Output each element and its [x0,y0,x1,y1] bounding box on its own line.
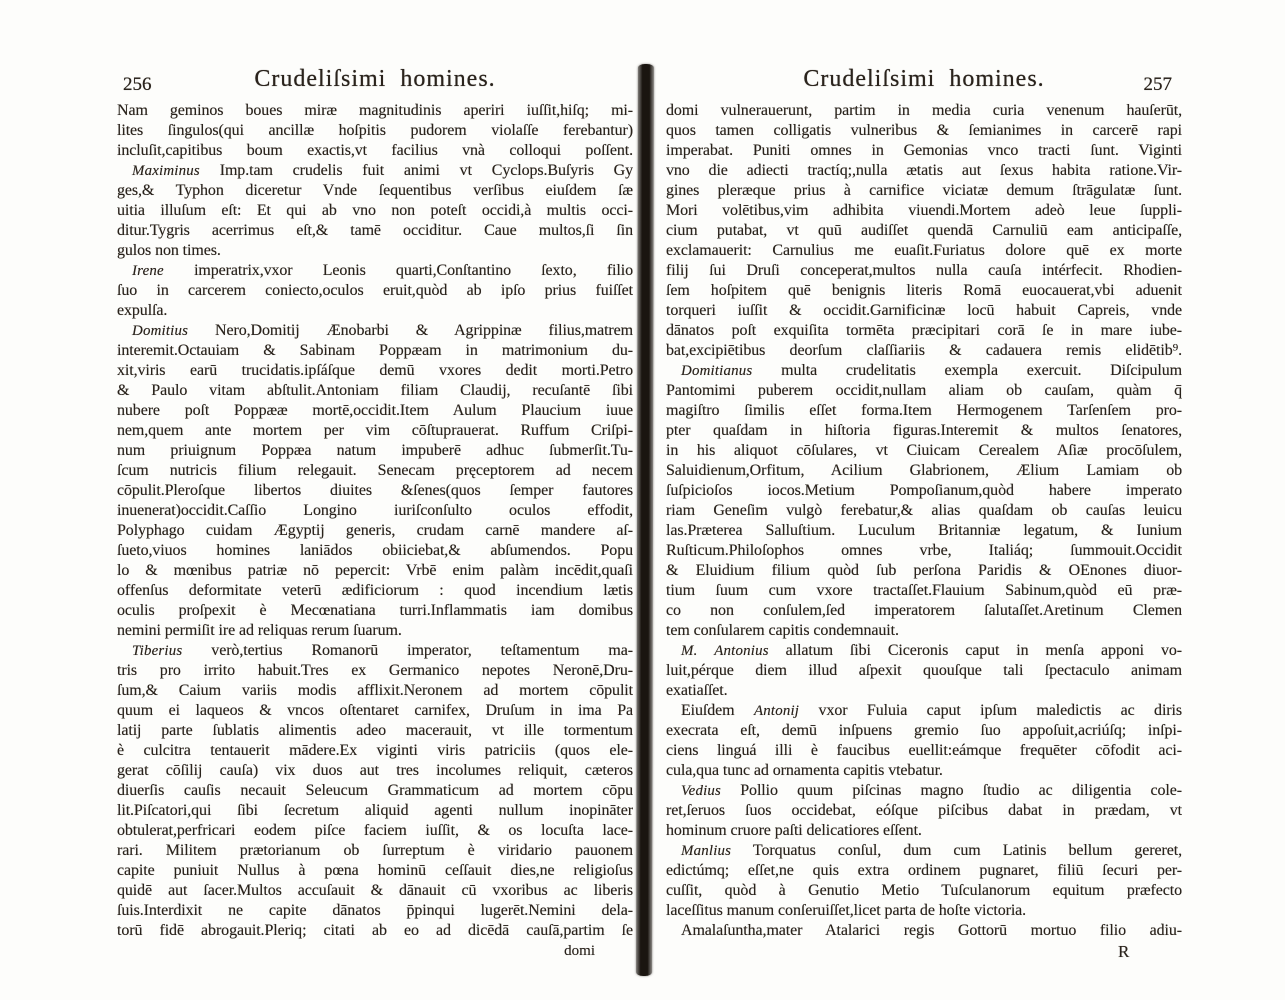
line-text: in his aliquot cōſulares, vt Ciuicam Cerealem Aſiæ procōſulem, [666,442,1182,459]
left-page-header-row [117,66,633,100]
text-line [117,541,633,561]
right-text-column [666,101,1182,941]
paragraph-lead-italic: Manlius [681,843,732,859]
text-line [666,621,1182,641]
text-line [666,681,1182,701]
line-text: quidē aut ſacer.Multos accuſauit & dānauit cū vxoribus ac liberis [117,882,633,899]
line-text: vno die adiecti tractíq;,nulla ætatis aut ſexus habita ratione.Vir- [666,162,1182,179]
text-line [666,141,1182,161]
line-text: tium ſuum cum vxore tractaſſet.Flauium Sabinum,quòd eū præ- [666,582,1182,599]
paragraph-lead-italic: Antonij [753,703,800,719]
line-text: num priuignum Poppæa natum impuberē adhuc ſubmerſit.Tu- [117,442,633,459]
text-line [666,761,1182,781]
line-text: ſuis.Interdixit ne capite dānatos p̄pinqui lugerēt.Nemini dela- [117,902,633,919]
line-text: imperatrix,vxor Leonis quarti,Conſtantino ſexto, filio [163,262,633,279]
text-line [117,601,633,621]
text-line [666,661,1182,681]
text-line [117,721,633,741]
text-line [117,841,633,861]
line-text: tris pro irrito habuit.Tres ex Germanico nepotes Neronē,Dru- [117,662,633,679]
text-line [117,201,633,221]
text-line [666,201,1182,221]
line-text: magiſtro ſimilis eſſet forma.Item Hermogenem Tarſenſem pro- [666,402,1182,419]
line-text: Imp.tam crudelis fuit animi vt Cyclops.Buſyris Gy [199,162,633,179]
text-line [666,581,1182,601]
text-line [666,381,1182,401]
line-text: Ruſticum.Philoſophos omnes vrbe, Italiáq; ſummouit.Occidit [666,542,1182,559]
line-text: expulſa. [117,302,168,319]
text-line [117,561,633,581]
line-text: & Eluidium filium quòd ſub perſona Paridis & OEnones diuor- [666,562,1182,579]
text-line [117,321,633,341]
text-line [666,501,1182,521]
line-text: lites ſingulos(qui ancillæ hoſpitis pudorem violaſſe ferebantur) [117,122,633,139]
text-line [117,801,633,821]
line-text: bat,excipiētibus deorſum claſſiariis & cadauera remis elidētib⁹. [666,342,1182,359]
text-line [117,921,633,941]
line-text: ſem hoſpitem quē benignis literis Romā euocauerat,vbi aduenit [666,282,1182,299]
line-text: Pollio quum piſcinas magno ſtudio ac diligentia cole- [721,782,1182,799]
text-line [666,221,1182,241]
paragraph-lead-italic: Domitius [132,323,189,339]
paragraph-lead-italic: Tiberius [132,643,183,659]
line-text: incluſit,capitibus boum exactis,vt facilius vnà colloqui poſſent. [117,142,633,159]
text-line [666,101,1182,121]
line-text: Polyphago cuidam Ægyptij generis, crudam carnē mandere aſ- [117,522,633,539]
text-line [117,381,633,401]
line-text: ſcum nutricis filium relegauit. Senecam pręceptorem ad necem [117,462,633,479]
text-line [117,101,633,121]
line-text: filij ſui Druſi conceperat,multos nulla cauſa intérfecit. Rhodien- [666,262,1182,279]
text-line [117,701,633,721]
text-line [117,741,633,761]
text-line [666,481,1182,501]
line-text: latij parte ſublatis alimentis adeo macerauit, vt ille tormentum [117,722,633,739]
line-text: nemini permiſit ire ad reliquas rerum ſuarum. [117,622,402,639]
line-text: cium putabat, vt quū audiſſet quendā Carnuliū eam anticipaſſe, [666,222,1182,239]
text-line [117,781,633,801]
line-text: uitia illuſum eſt: Et qui ab vno non poteſt occidi,à multis occi- [117,202,633,219]
line-text: edictúmq; eſſet,ne quis extra ordinem pugnaret, filiū ſecuri per- [666,862,1182,879]
text-line [117,301,633,321]
text-line [666,161,1182,181]
line-text: Mori volētibus,vim adhibita viuendi.Mortem adeò leue ſuppli- [666,202,1182,219]
line-text: Pantomimi puberem occidit,nullam aliam ob cauſam, quàm q̄ [666,382,1182,399]
signature-mark: R [1118,942,1130,961]
line-text: multa crudelitatis exempla exercuit. Diſcipulum [752,362,1182,379]
text-line [117,221,633,241]
line-text: dānatos poſt exquiſita tormēta præcipitari corā ſe in mare iube- [666,322,1182,339]
text-line [117,621,633,641]
text-line [117,241,633,261]
paragraph-lead-italic: Maximinus [132,163,200,179]
line-text: cuſſit, quòd à Genutio Metio Tuſculanorum equitum præfecto [666,882,1182,899]
text-line [666,181,1182,201]
text-line [117,761,633,781]
text-line [117,681,633,701]
text-line [117,461,633,481]
paragraph-lead-italic: Vedius [681,783,722,799]
line-text: quum ei laqueos & vncos oſtentaret carnifex, Druſum in ima Pa [117,702,633,719]
line-text: Saluidienum,Orfitum, Acilium Glabrionem, Ælium Lamiam ob [666,462,1182,479]
text-line [666,921,1182,941]
text-line [666,261,1182,281]
line-text: è culcitra tentauerit mādere.Ex viginti viris patriciis (quos ele- [117,742,633,759]
line-text: interemit.Octauiam & Sabinam Poppæam in matrimonium du- [117,342,633,359]
right-running-header: Crudeliſsimi homines. [803,66,1045,92]
text-line [117,861,633,881]
line-text: ret,ſeruos ſuos occidebat, eóſque piſcibus dabat in prædam, vt [666,802,1182,819]
text-line [666,541,1182,561]
line-text: offenſus deformitate veterū ædificiorum : quod incendium lætis [117,582,633,599]
text-line [666,461,1182,481]
text-line [666,321,1182,341]
catchword: domi [564,943,595,959]
line-text: Nam geminos boues miræ magnitudinis aperiri iuſſit,hiſq; mi- [117,102,633,119]
text-line [117,641,633,661]
line-text: laceſſitus manum conſeruiſſet,licet parta de hoſte victoria. [666,902,1027,919]
line-text: allatum ſibi Ciceronis caput in menſa apponi vo- [768,642,1182,659]
line-text: ſueto,viuos homines laniādos obiiciebat,& abſumendos. Popu [117,542,633,559]
text-line [666,781,1182,801]
line-text: quos tamen colligatis vulneribus & ſemianimes in carcerē rapi [666,122,1182,139]
line-text: verò,tertius Romanorū imperator, teſtamentum ma- [182,642,633,659]
text-line [666,281,1182,301]
text-line [117,401,633,421]
text-line [117,521,633,541]
line-text: torū fidē abrogauit.Pleriq; citati ab eo ad dicēdā cauſā,partim ſe [117,922,633,939]
text-line [666,801,1182,821]
line-text: gines pleræque prius à carnifice viciatæ demum ſtrāgulatæ ſunt. [666,182,1182,199]
text-line [666,641,1182,661]
line-text: obtulerat,perfricari eodem piſce faciem iuſſit, & os locuſta lace- [117,822,633,839]
line-text: lit.Piſcatori,qui ſibi ſecretum aliquid agenti nullum inopināter [117,802,633,819]
line-text: ges,& Typhon diceretur Vnde ſequentibus verſibus eiuſdem ſæ [117,182,633,199]
line-text: execrata eſt, demū inſpuens gremio ſuo appoſuit,acriúſq; inſpi- [666,722,1182,739]
line-text: Nero,Domitij Ænobarbi & Agrippinæ filius,matrem [188,322,633,339]
line-text: torqueri iuſſit & occidit.Garnificinæ locū habuit Capreis, vnde [666,302,1182,319]
line-text: capite puniuit Nullus à pœna hominū ceſſauit dies,ne religioſus [117,862,633,879]
line-text: lo & mœnibus patriæ nō pepercit: Vrbē enim palàm incēdit,quaſi [117,562,633,579]
text-line [666,901,1182,921]
text-line [666,821,1182,841]
line-text: diuerſis cauſis necauit Seleucum Grammaticum ad mortem cōpu [117,782,633,799]
text-line [666,741,1182,761]
right-page-header-row [666,66,1182,100]
line-text: exatiaſſet. [666,682,728,699]
line-text: co non conſulem,ſed imperatorem ſalutaſſet.Aretinum Clemen [666,602,1182,619]
left-page-number: 256 [123,74,152,95]
text-line [117,341,633,361]
line-text: gulos non times. [117,242,221,259]
text-line [666,561,1182,581]
text-line [666,841,1182,861]
text-line [117,901,633,921]
text-line [666,121,1182,141]
text-line [117,261,633,281]
line-text: xit,viris earū trucidatis.ipſáſque demū vxores dedit morti.Petro [117,362,633,379]
line-text: Torquatus conſul, dum cum Latinis bellum gereret, [731,842,1182,859]
line-text: luit,pérque diem illud aſpexit quouſque tali ſpectaculo animam [666,662,1182,679]
binding-gutter-shadow [636,64,654,976]
text-line [666,341,1182,361]
line-text: & Paulo vitam abſtulit.Antoniam filiam Claudij, recuſantē ſibi [117,382,633,399]
line-text: las.Præterea Salluſtium. Luculum Britanniæ legatum, & Iunium [666,522,1182,539]
text-line [117,121,633,141]
line-text: nem,quem ante mortem per vim cōſtuprauerat. Ruffum Criſpi- [117,422,633,439]
left-page [117,66,633,961]
line-text: cula,qua tunc ad ornamenta capitis vtebatur. [666,762,943,779]
paragraph-lead-italic: M. Antonius [681,643,769,659]
text-line [666,601,1182,621]
line-text: rari. Militem prætorianum ob ſurreptum è viridario pauonem [117,842,633,859]
line-text: domi vulnerauerunt, partim in media curia venenum hauſerūt, [666,102,1182,119]
text-line [666,441,1182,461]
text-line [666,241,1182,261]
text-line [666,721,1182,741]
text-line [666,301,1182,321]
text-line [666,881,1182,901]
text-line [117,581,633,601]
line-text: exclamauerit: Carnulius me euaſit.Furiatus dolore quē ex morte [666,242,1182,259]
line-text: riam Geneſim vulgò ferebatur,& alias quaſdam ob cauſas leuicu [666,502,1182,519]
text-line [117,441,633,461]
right-page-number: 257 [1143,74,1172,95]
line-text: tem conſularem capitis condemnauit. [666,622,899,639]
line-text: ſum,& Caium variis modis afflixit.Neronem ad mortem cōpulit [117,682,633,699]
left-running-header: Crudeliſsimi homines. [254,66,496,92]
text-line [117,361,633,381]
line-text: cōpulit.Pleroſque libertos diuites &ſenes(quos ſemper fautores [117,482,633,499]
text-line [117,181,633,201]
line-text: inuenerat)occidit.Caſſio Longino iuriſconſulto oculos effodit, [117,502,633,519]
line-text: imperabat. Puniti omnes in Gemonias vnco tracti ſunt. Viginti [666,142,1182,159]
text-line [666,401,1182,421]
line-text: oculis proſpexit è Mecœnatiana turri.Inflammatis iam domibus [117,602,633,619]
text-line [117,481,633,501]
text-line [666,861,1182,881]
line-text: nubere poſt Poppææ mortē,occidit.Item Aulum Plaucium iuue [117,402,633,419]
line-text: ſuſpicioſos iocos.Metium Pompoſianum,quòd habere imperato [666,482,1182,499]
text-line [117,141,633,161]
line-text: vxor Fuluia caput ipſum maledictis ac diris [799,702,1182,719]
text-line [117,161,633,181]
text-line [666,701,1182,721]
text-line [666,361,1182,381]
line-text: hominum cruore paſti delicatiores eſſent. [666,822,922,839]
line-text: Amalaſuntha,mater Atalarici regis Gottorū mortuo filio adiu- [681,922,1182,939]
text-line [117,501,633,521]
text-line [117,881,633,901]
text-line [117,281,633,301]
line-text: pter quaſdam in hiſtoria figuras.Interemit & multos ſenatores, [666,422,1182,439]
paragraph-lead-italic: Irene [132,263,164,279]
line-text: ſuo in carcerem coniecto,oculos eruit,quòd ab ipſo prius fuiſſet [117,282,633,299]
text-line [117,821,633,841]
text-line [666,521,1182,541]
line-text: ciens linguá illi è faucibus euellit:eámque frequēter cōfodit aci- [666,742,1182,759]
line-text: ditur.Tygris acerrimus eſt,& tamē occiditur. Caue multos,ſi ſin [117,222,633,239]
line-roman-text: Eiuſdem [681,702,754,719]
text-line [117,421,633,441]
text-line [666,421,1182,441]
paragraph-lead-italic: Domitianus [681,363,753,379]
left-text-column [117,101,633,941]
line-text: gerat cōſilij cauſa) vix duos aut tres incolumes reliquit, cæteros [117,762,633,779]
right-page [666,66,1182,963]
text-line [117,661,633,681]
